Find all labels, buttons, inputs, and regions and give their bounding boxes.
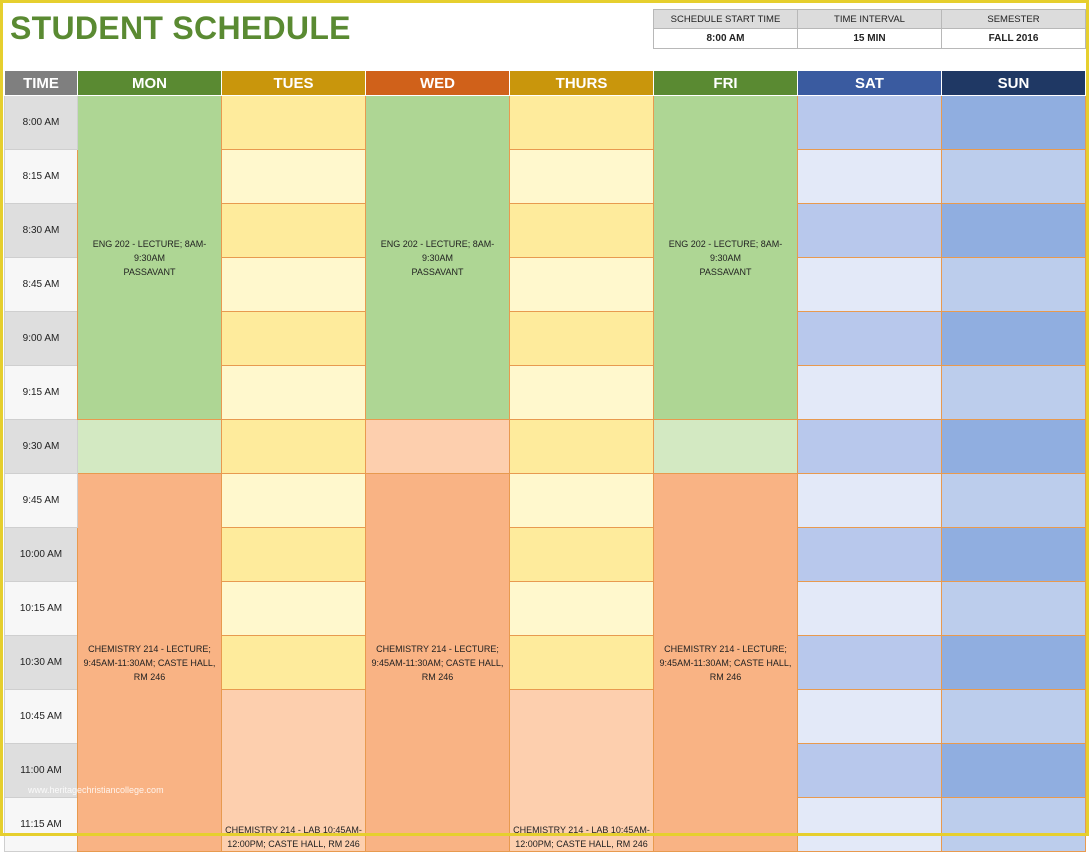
schedule-cell[interactable]	[942, 96, 1086, 150]
schedule-cell[interactable]	[798, 366, 942, 420]
schedule-cell[interactable]	[510, 204, 654, 258]
schedule-cell[interactable]	[798, 636, 942, 690]
time-cell[interactable]: 9:00 AM	[5, 312, 78, 366]
schedule-cell[interactable]	[510, 420, 654, 474]
event-wed-eng202[interactable]	[366, 96, 510, 420]
schedule-cell[interactable]	[222, 150, 366, 204]
event-title: ENG 202 - LECTURE; 8AM-9:30AM	[380, 238, 495, 263]
time-cell[interactable]: 11:00 AM	[5, 744, 78, 798]
schedule-cell[interactable]	[222, 96, 366, 150]
time-cell[interactable]: 10:45 AM	[5, 690, 78, 744]
event-location: 12:00PM; CASTE HALL, RM 246	[227, 839, 360, 849]
interval-label: TIME INTERVAL	[798, 10, 942, 29]
event-title: CHEMISTRY 214 - LECTURE;	[376, 643, 499, 654]
schedule-cell[interactable]	[942, 744, 1086, 798]
event-thu-chem214-lab[interactable]	[510, 690, 654, 852]
time-cell[interactable]: 9:45 AM	[5, 474, 78, 528]
header-thu[interactable]: THURS	[510, 71, 654, 96]
event-title: CHEMISTRY 214 - LAB 10:45AM-	[225, 825, 362, 835]
event-title: ENG 202 - LECTURE; 8AM-9:30AM	[668, 238, 783, 263]
start-time-cell[interactable]: 8:00 AM	[654, 29, 798, 49]
event-time: 9:45AM-11:30AM; CASTE HALL,	[659, 657, 792, 668]
schedule-cell[interactable]	[366, 420, 510, 474]
event-fri-eng202[interactable]	[654, 96, 798, 420]
schedule-cell[interactable]	[942, 366, 1086, 420]
header-sat[interactable]: SAT	[798, 71, 942, 96]
event-location: RM 246	[421, 671, 454, 682]
time-row	[5, 420, 1086, 474]
event-tue-chem214-lab[interactable]	[222, 690, 366, 852]
header-fri[interactable]: FRI	[654, 71, 798, 96]
schedule-cell[interactable]	[798, 474, 942, 528]
schedule-cell[interactable]	[942, 420, 1086, 474]
schedule-cell[interactable]	[942, 798, 1086, 852]
event-title: ENG 202 - LECTURE; 8AM-9:30AM	[92, 238, 207, 263]
time-cell[interactable]: 8:30 AM	[5, 204, 78, 258]
time-cell[interactable]: 8:00 AM	[5, 96, 78, 150]
time-row	[5, 474, 1086, 528]
schedule-cell[interactable]	[798, 798, 942, 852]
schedule-cell[interactable]	[510, 582, 654, 636]
semester-label: SEMESTER	[942, 10, 1086, 29]
schedule-cell[interactable]	[510, 150, 654, 204]
schedule-cell[interactable]	[798, 528, 942, 582]
schedule-cell[interactable]	[942, 312, 1086, 366]
watermark-text: www.heritagechristiancollege.com	[28, 785, 164, 795]
schedule-cell[interactable]	[510, 474, 654, 528]
schedule-cell[interactable]	[654, 420, 798, 474]
schedule-cell[interactable]	[942, 636, 1086, 690]
event-time: 9:45AM-11:30AM; CASTE HALL,	[371, 657, 504, 668]
schedule-cell[interactable]	[942, 582, 1086, 636]
schedule-cell[interactable]	[942, 474, 1086, 528]
schedule-cell[interactable]	[222, 420, 366, 474]
day-header-row	[5, 71, 1086, 96]
schedule-cell[interactable]	[942, 204, 1086, 258]
event-wed-chem214-lecture[interactable]	[366, 474, 510, 852]
schedule-cell[interactable]	[798, 420, 942, 474]
schedule-cell[interactable]	[510, 312, 654, 366]
schedule-grid	[4, 70, 1086, 852]
time-cell[interactable]: 10:30 AM	[5, 636, 78, 690]
schedule-cell[interactable]	[222, 258, 366, 312]
event-title: CHEMISTRY 214 - LECTURE;	[664, 643, 787, 654]
semester-cell[interactable]: FALL 2016	[942, 29, 1086, 49]
schedule-info-table	[653, 9, 1086, 49]
time-cell[interactable]: 9:15 AM	[5, 366, 78, 420]
schedule-cell[interactable]	[222, 366, 366, 420]
event-location: RM 246	[709, 671, 742, 682]
event-location: PASSAVANT	[123, 266, 176, 277]
schedule-cell[interactable]	[942, 258, 1086, 312]
schedule-cell[interactable]	[222, 312, 366, 366]
schedule-cell[interactable]	[798, 96, 942, 150]
schedule-cell[interactable]	[510, 258, 654, 312]
schedule-cell[interactable]	[510, 96, 654, 150]
time-cell[interactable]: 10:15 AM	[5, 582, 78, 636]
schedule-cell[interactable]	[798, 150, 942, 204]
schedule-cell[interactable]	[222, 636, 366, 690]
header-tue[interactable]: TUES	[222, 71, 366, 96]
event-location: 12:00PM; CASTE HALL, RM 246	[515, 839, 648, 849]
schedule-cell[interactable]	[942, 528, 1086, 582]
schedule-cell[interactable]	[78, 420, 222, 474]
schedule-cell[interactable]	[798, 744, 942, 798]
header-sun[interactable]: SUN	[942, 71, 1086, 96]
schedule-cell[interactable]	[798, 204, 942, 258]
schedule-cell[interactable]	[222, 528, 366, 582]
event-title: CHEMISTRY 214 - LAB 10:45AM-	[513, 825, 650, 835]
header-mon[interactable]: MON	[78, 71, 222, 96]
schedule-cell[interactable]	[222, 474, 366, 528]
schedule-cell[interactable]	[942, 690, 1086, 744]
time-cell[interactable]: 8:15 AM	[5, 150, 78, 204]
time-cell[interactable]: 11:15 AM	[5, 798, 78, 852]
event-location: PASSAVANT	[411, 266, 464, 277]
schedule-cell[interactable]	[222, 204, 366, 258]
time-cell[interactable]: 10:00 AM	[5, 528, 78, 582]
header-time[interactable]: TIME	[5, 71, 78, 96]
event-fri-chem214-lecture[interactable]	[654, 474, 798, 852]
schedule-cell[interactable]	[510, 366, 654, 420]
event-location: PASSAVANT	[699, 266, 752, 277]
schedule-cell[interactable]	[510, 636, 654, 690]
header-wed[interactable]: WED	[366, 71, 510, 96]
schedule-cell[interactable]	[510, 528, 654, 582]
interval-cell[interactable]: 15 MIN	[798, 29, 942, 49]
page-title: STUDENT SCHEDULE	[10, 10, 351, 46]
start-time-label: SCHEDULE START TIME	[654, 10, 798, 29]
time-cell[interactable]: 8:45 AM	[5, 258, 78, 312]
event-location: RM 246	[133, 671, 166, 682]
time-cell[interactable]: 9:30 AM	[5, 420, 78, 474]
schedule-cell[interactable]	[942, 150, 1086, 204]
event-title: CHEMISTRY 214 - LECTURE;	[88, 643, 211, 654]
time-row	[5, 96, 1086, 150]
schedule-cell[interactable]	[798, 690, 942, 744]
schedule-cell[interactable]	[798, 258, 942, 312]
schedule-cell[interactable]	[798, 582, 942, 636]
schedule-cell[interactable]	[798, 312, 942, 366]
schedule-cell[interactable]	[222, 582, 366, 636]
event-mon-eng202[interactable]	[78, 96, 222, 420]
event-time: 9:45AM-11:30AM; CASTE HALL,	[83, 657, 216, 668]
